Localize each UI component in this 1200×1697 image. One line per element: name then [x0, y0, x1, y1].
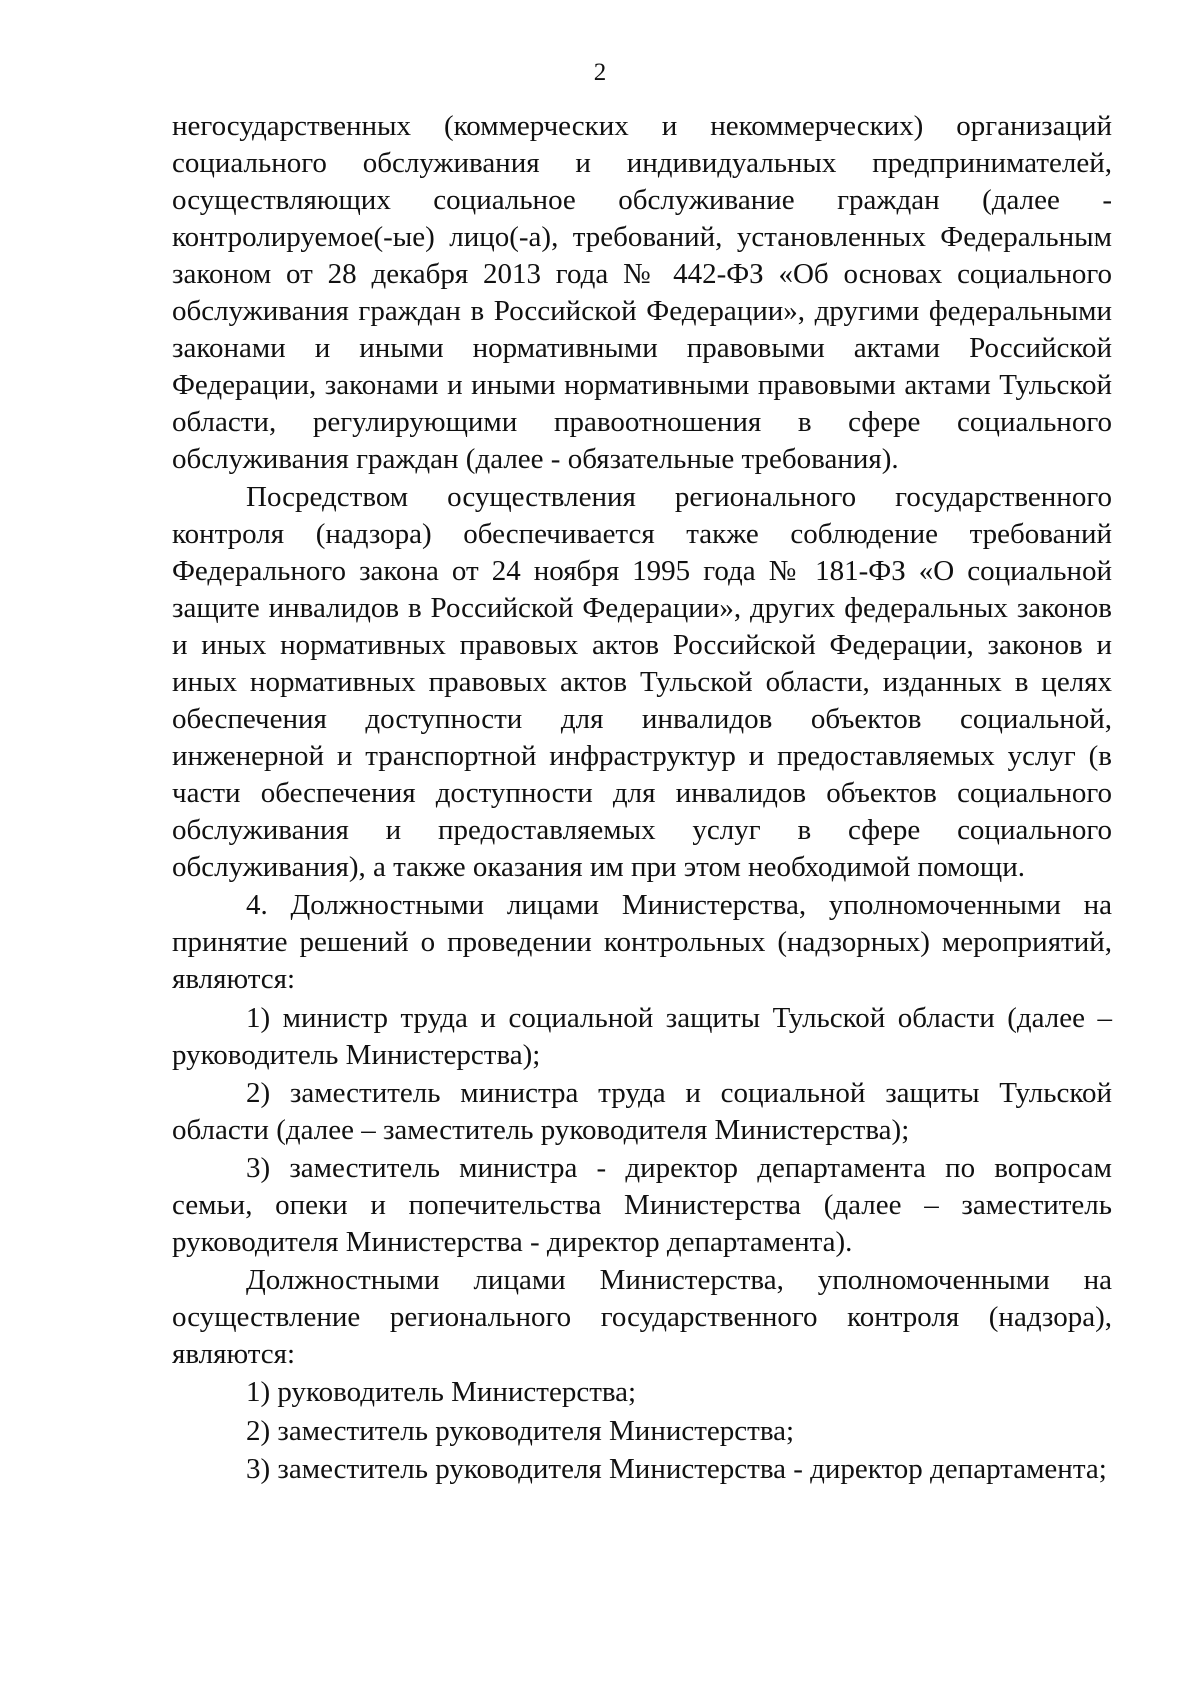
list-item-minister: 1) министр труда и социальной защиты Тульской области (далее – руководитель Министерства);	[172, 1001, 1112, 1071]
list-item-deputy-director: 3) заместитель министра - директор департамента по вопросам семьи, опеки и попечительства Министерства (далее – заместитель руководителя Министерства - директор департамента).	[172, 1151, 1112, 1258]
paragraph-authorized-officials: Должностными лицами Министерства, уполномоченными на осуществление регионального государственного контроля (надзора), являются:	[172, 1264, 1112, 1371]
list-item-deputy-minister: 2) заместитель министра труда и социальной защиты Тульской области (далее – заместитель руководителя Министерства);	[172, 1076, 1112, 1146]
paragraph-continuation: негосударственных (коммерческих и некоммерческих) организаций социального обслуживания и индивидуальных предпринимателей, осуществляющих социальное обслуживание граждан (далее - контролируемое(-ые) лицо(-а), требований, установленных Федеральным законом от 28 декабря 2013 года № 442-ФЗ «Об основах социального обслуживания граждан в Российской Федерации», другими федеральными законами и иными нормативными правовыми актами Российской Федерации, законами и иными нормативными правовыми актами Тульской области, регулирующими правоотношения в сфере социального обслуживания граждан (далее - обязательные требования).	[172, 110, 1112, 475]
list-item-head: 1) руководитель Министерства;	[246, 1376, 637, 1409]
page-number: 2	[593, 59, 607, 86]
list-item-deputy-head-director: 3) заместитель руководителя Министерства - директор департамента;	[246, 1452, 1107, 1485]
document-body	[172, 108, 1112, 1489]
paragraph-disabled-accessibility: Посредством осуществления регионального государственного контроля (надзора) обеспечивается также соблюдение требований Федерального закона от 24 ноября 1995 года № 181-ФЗ «О социальной защите инвалидов в Российской Федерации», других федеральных законов и иных нормативных правовых актов Российской Федерации, законов и иных нормативных правовых актов Тульской области, изданных в целях обеспечения доступности для инвалидов объектов социальной, инженерной и транспортной инфраструктур и предоставляемых услуг (в части обеспечения доступности для инвалидов объектов социального обслуживания и предоставляемых услуг в сфере социального обслуживания), а также оказания им при этом необходимой помощи.	[172, 481, 1112, 884]
paragraph-item-4: 4. Должностными лицами Министерства, уполномоченными на принятие решений о проведении контрольных (надзорных) мероприятий, являются:	[172, 889, 1112, 996]
list-item-deputy-head: 2) заместитель руководителя Министерства;	[246, 1414, 795, 1447]
